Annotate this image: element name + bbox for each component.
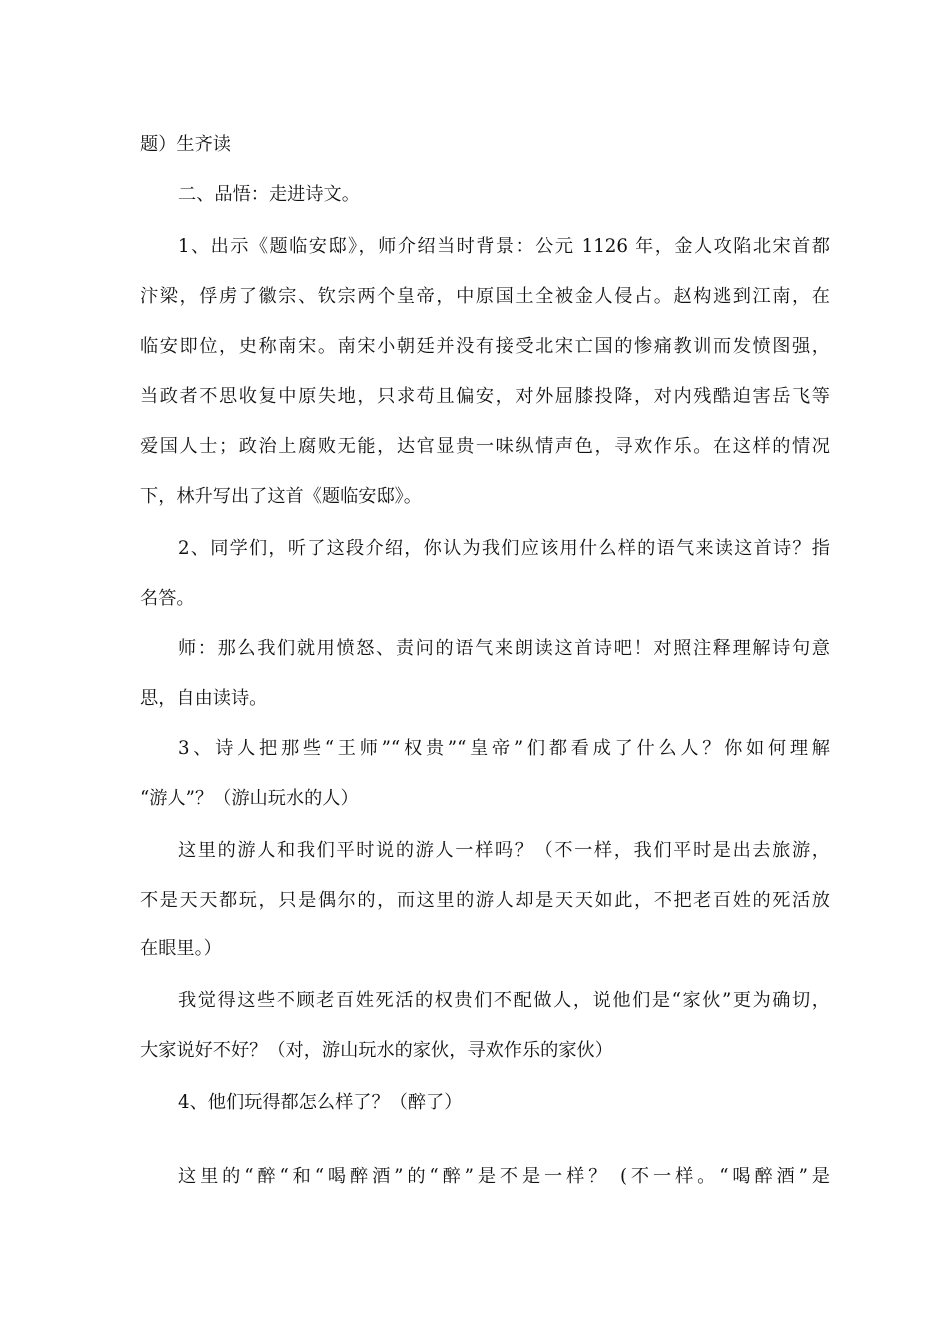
text-line: “游人”？（游山玩水的人） — [140, 788, 359, 809]
text-line: 汴梁，俘虏了徽宗、钦宗两个皇帝，中原国土全被金人侵占。赵构逃到江南，在 — [140, 286, 830, 307]
text-line: 不是天天都玩，只是偶尔的，而这里的游人却是天天如此，不把老百姓的死活放 — [140, 890, 830, 911]
text-line: 2、同学们，听了这段介绍，你认为我们应该用什么样的语气来读这首诗？指 — [178, 538, 830, 559]
text-line: 下，林升写出了这首《题临安邸》。 — [140, 486, 422, 507]
text-line: 师：那么我们就用愤怒、责问的语气来朗读这首诗吧！对照注释理解诗句意 — [178, 638, 830, 659]
text-line: 临安即位，史称南宋。南宋小朝廷并没有接受北宋亡国的惨痛教训而发愤图强， — [140, 336, 830, 357]
text-line: 1、出示《题临安邸》，师介绍当时背景：公元 1126 年，金人攻陷北宋首都 — [178, 236, 830, 257]
text-line: 4、他们玩得都怎么样了？（醉了） — [178, 1092, 463, 1113]
text-line: 这里的“醉“和“喝醉酒”的“醉”是不是一样？ (不一样。“喝醉酒”是 — [178, 1166, 830, 1187]
text-line: 名答。 — [140, 588, 195, 609]
text-line: 3、诗人把那些“王师”“权贵”“皇帝”们都看成了什么人？你如何理解 — [178, 738, 830, 759]
text-line: 这里的游人和我们平时说的游人一样吗？（不一样，我们平时是出去旅游， — [178, 840, 830, 861]
text-line: 思，自由读诗。 — [140, 688, 268, 709]
text-line: 在眼里。） — [140, 938, 222, 959]
text-line: 当政者不思收复中原失地，只求苟且偏安，对外屈膝投降，对内残酷迫害岳飞等 — [140, 386, 830, 407]
text-line: 大家说好不好？（对，游山玩水的家伙，寻欢作乐的家伙） — [140, 1040, 613, 1061]
section-heading: 二、品悟：走进诗文。 — [178, 184, 360, 205]
text-line: 爱国人士；政治上腐败无能，达官显贵一味纵情声色，寻欢作乐。在这样的情况 — [140, 436, 830, 457]
text-line: 题）生齐读 — [140, 134, 231, 155]
text-line: 我觉得这些不顾老百姓死活的权贵们不配做人，说他们是“家伙”更为确切， — [178, 990, 830, 1011]
